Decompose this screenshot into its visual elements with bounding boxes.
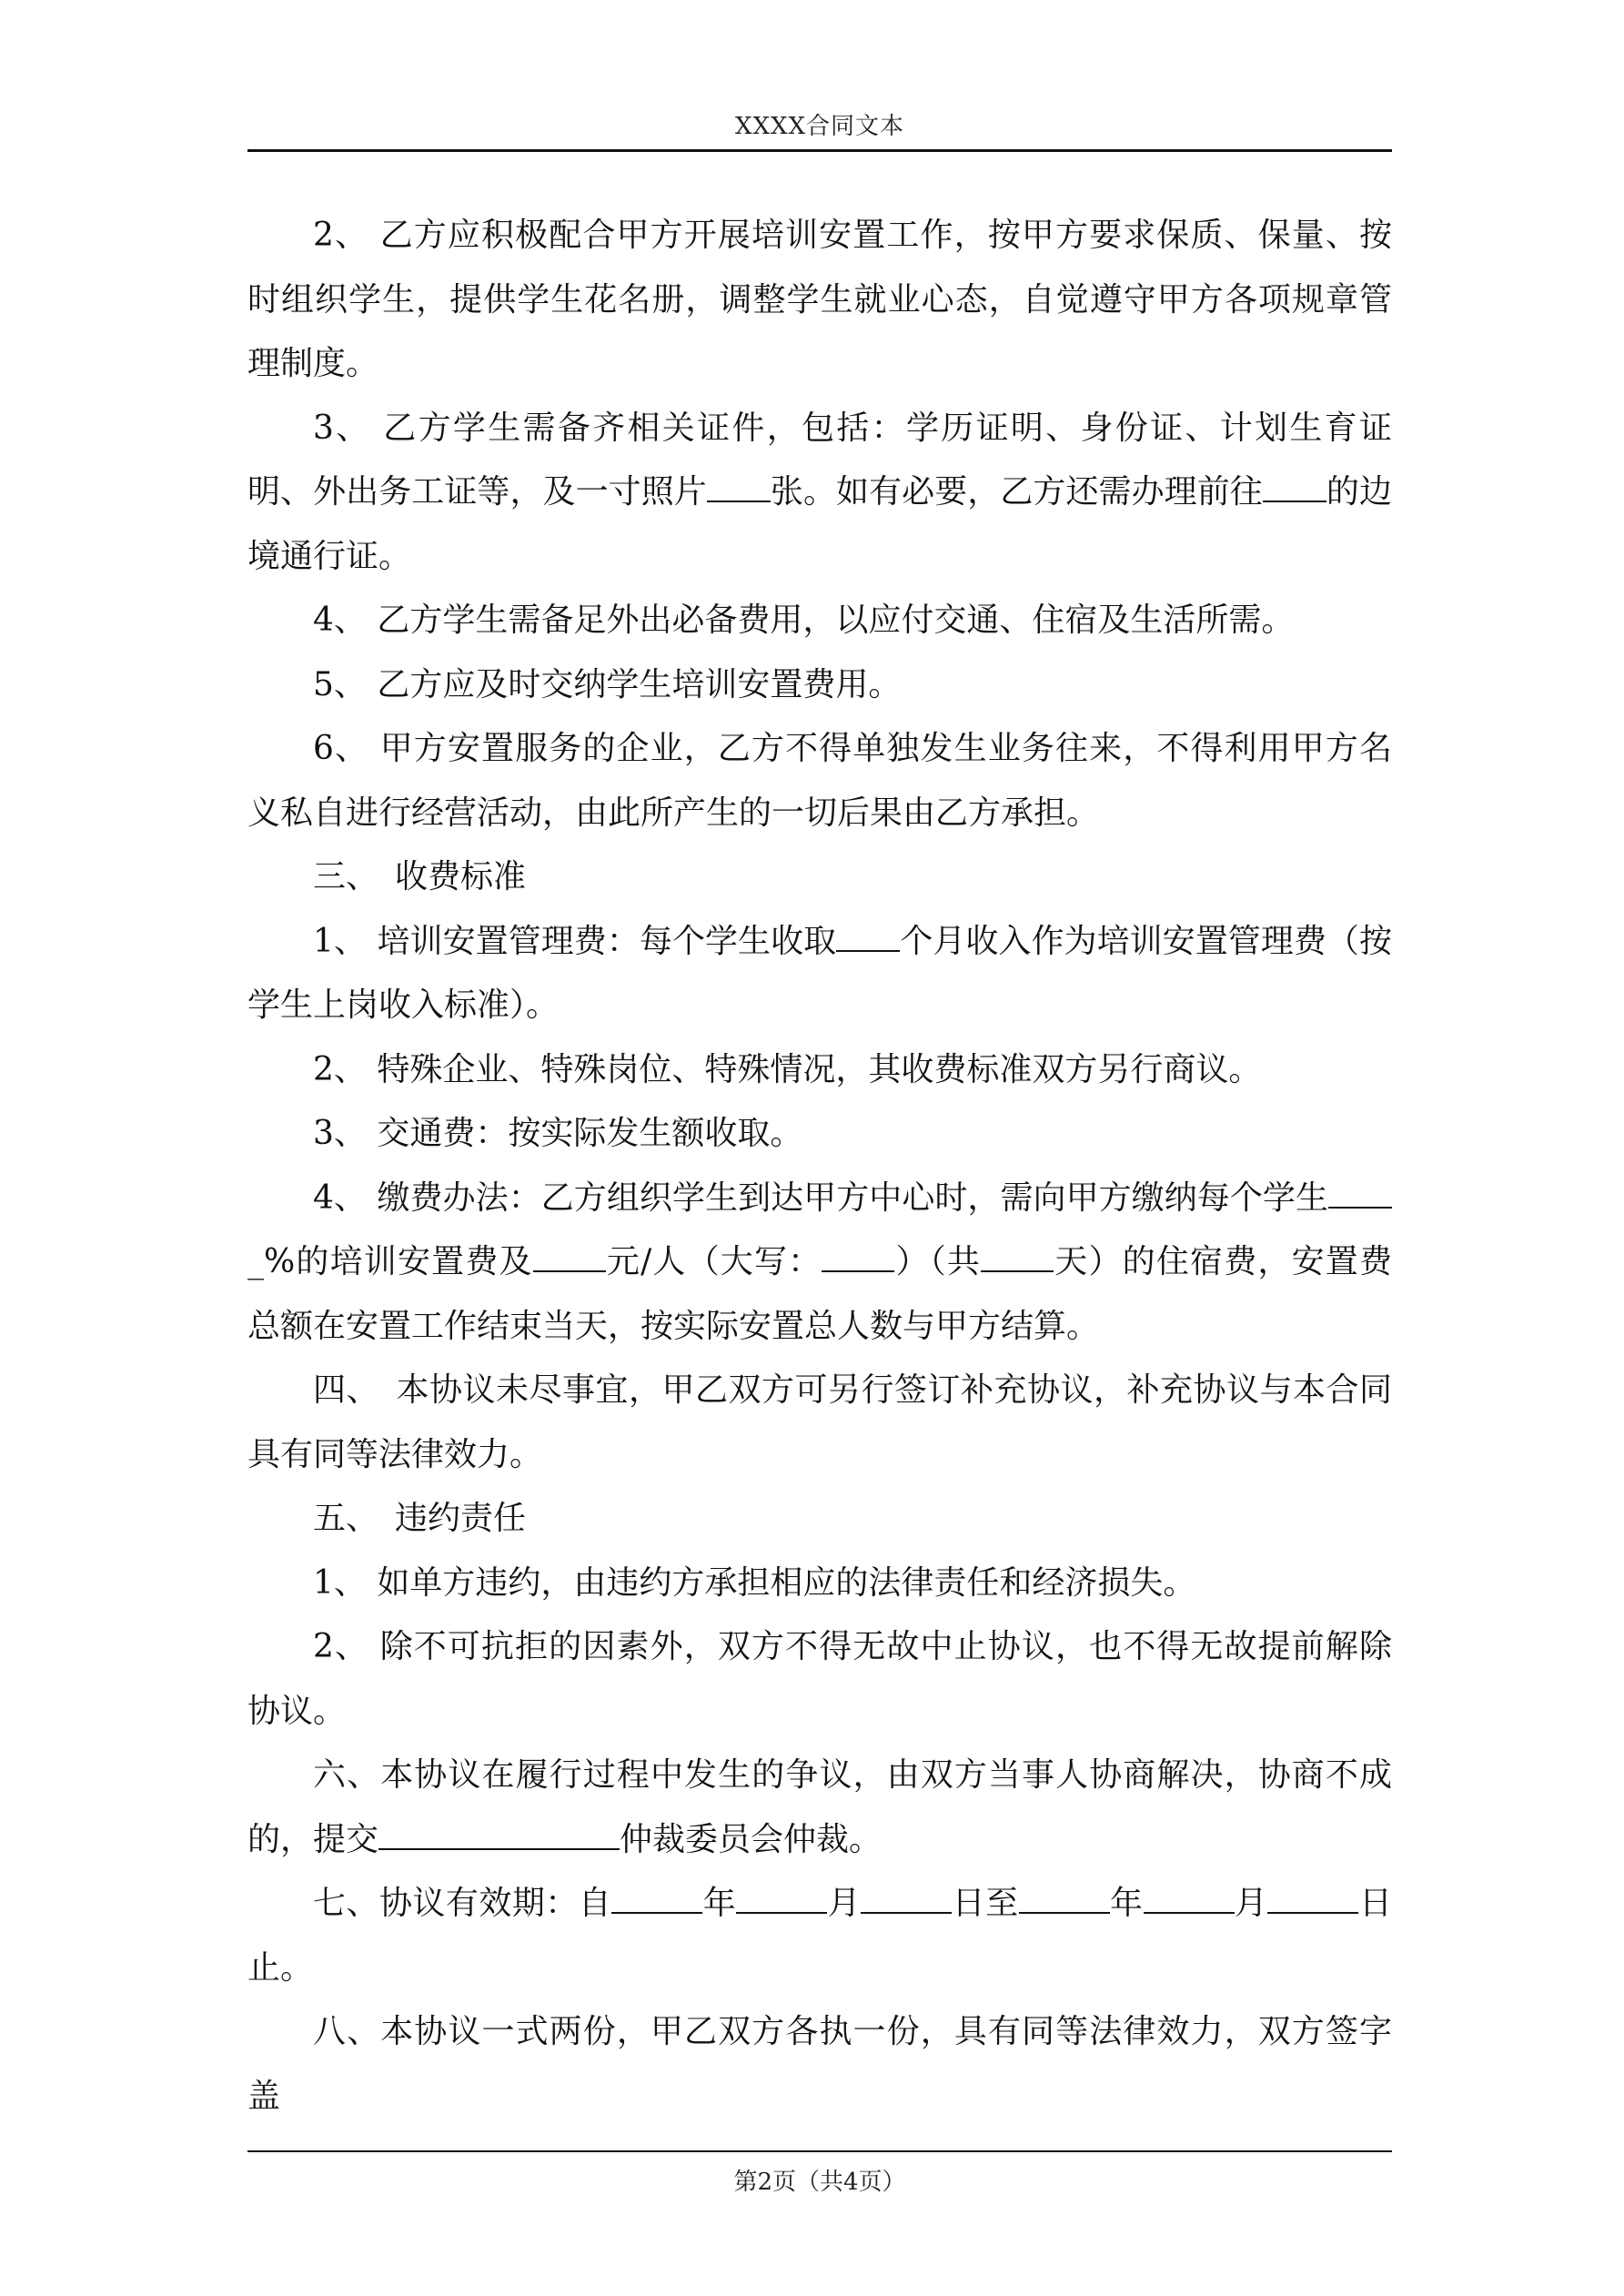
blank-start-month bbox=[736, 1885, 827, 1914]
blank-arbitration-body bbox=[378, 1821, 620, 1850]
blank-amount-words bbox=[822, 1243, 894, 1272]
clause-2-5: 5、 乙方应及时交纳学生培训安置费用。 bbox=[313, 665, 902, 703]
section-4: 四、 本协议未尽事宜，甲乙双方可另行签订补充协议，补充协议与本合同具有同等法律效力。 bbox=[247, 1371, 1392, 1473]
clause-5-2: 2、 除不可抗拒的因素外，双方不得无故中止协议，也不得无故提前解除协议。 bbox=[247, 1628, 1392, 1730]
clause-2-6: 6、 甲方安置服务的企业，乙方不得单独发生业务往来，不得利用甲方名义私自进行经营活动，由此所产生的一切后果由乙方承担。 bbox=[247, 730, 1392, 832]
section-5-heading: 五、 违约责任 bbox=[313, 1500, 527, 1537]
page-number: 第2页（共4页） bbox=[733, 2169, 906, 2196]
blank-photo-count bbox=[707, 473, 771, 502]
clause-2-3: 3、 乙方学生需备齐相关证件，包括：学历证明、身份证、计划生育证明、外出务工证等，及一寸照片 张。如有必要，乙方还需办理前往 的边境通行证。 bbox=[247, 409, 1392, 575]
blank-months bbox=[836, 923, 900, 952]
page-header-title: XXXX合同文本 bbox=[734, 113, 905, 140]
blank-start-year bbox=[611, 1885, 702, 1914]
section-6: 六、本协议在履行过程中发生的争议，由双方当事人协商解决，协商不成的，提交 仲裁委员会仲裁。 bbox=[247, 1756, 1392, 1858]
blank-end-year bbox=[1019, 1885, 1110, 1914]
clause-3-2: 2、 特殊企业、特殊岗位、特殊情况，其收费标准双方另行商议。 bbox=[313, 1050, 1262, 1088]
blank-start-day bbox=[861, 1885, 952, 1914]
section-3-heading: 三、 收费标准 bbox=[313, 858, 527, 895]
section-8: 八、本协议一式两份，甲乙双方各执一份，具有同等法律效力，双方签字盖 bbox=[247, 2013, 1392, 2115]
clause-3-1: 1、 培训安置管理费：每个学生收取 个月收入作为培训安置管理费（按学生上岗收入标准）。 bbox=[247, 922, 1392, 1024]
blank-amount bbox=[533, 1243, 606, 1272]
clause-3-4: 4、 缴费办法：乙方组织学生到达甲方中心时，需向甲方缴纳每个学生_%的培训安置费及 元/人（大写： ）（共 天）的住宿费，安置费总额在安置工作结束当天，按实际安置总人数与甲方结算。 bbox=[247, 1178, 1392, 1345]
blank-end-month bbox=[1144, 1885, 1235, 1914]
header-rule bbox=[247, 149, 1392, 152]
blank-destination bbox=[1263, 473, 1326, 502]
blank-percent bbox=[1328, 1179, 1392, 1209]
clause-5-1: 1、 如单方违约，由违约方承担相应的法律责任和经济损失。 bbox=[313, 1563, 1196, 1602]
contract-body bbox=[247, 204, 1392, 2129]
section-7: 七、协议有效期：自 年 月 日至 年 月 日止。 bbox=[247, 1885, 1392, 1987]
footer-rule bbox=[247, 2150, 1392, 2152]
blank-days bbox=[981, 1243, 1054, 1272]
clause-2-4: 4、 乙方学生需备足外出必备费用，以应付交通、住宿及生活所需。 bbox=[313, 602, 1295, 639]
clause-3-3: 3、 交通费：按实际发生额收取。 bbox=[313, 1115, 803, 1152]
blank-end-day bbox=[1267, 1885, 1358, 1914]
clause-2-2: 2、 乙方应积极配合甲方开展培训安置工作，按甲方要求保质、保量、按时组织学生，提供学生花名册，调整学生就业心态，自觉遵守甲方各项规章管理制度。 bbox=[247, 217, 1392, 382]
